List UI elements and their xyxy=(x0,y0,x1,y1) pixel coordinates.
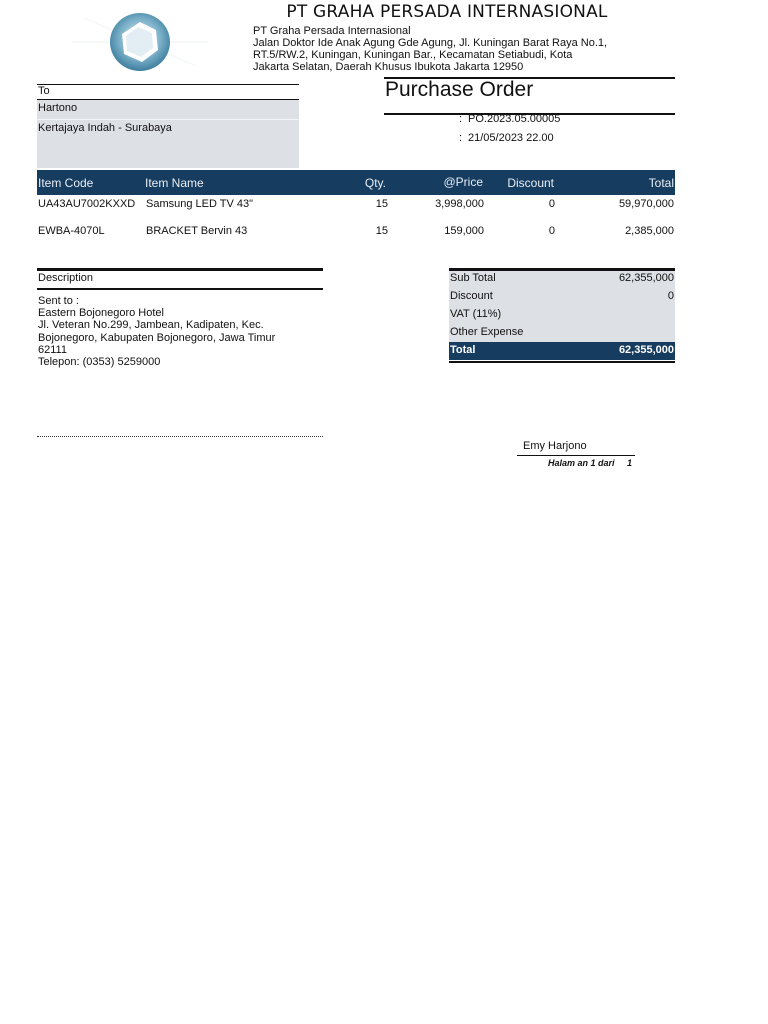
total-label: Total xyxy=(450,344,476,356)
description-line: Eastern Bojonegoro Hotel xyxy=(38,307,164,320)
column-header-name: Item Name xyxy=(145,176,204,190)
po-number-colon: : xyxy=(459,113,463,125)
item-code: EWBA-4070L xyxy=(38,225,105,237)
item-price: 3,998,000 xyxy=(435,198,484,210)
signature-line xyxy=(517,455,635,456)
to-label: To xyxy=(38,85,50,97)
recipient-name: Hartono xyxy=(38,102,78,114)
item-name: BRACKET Bervin 43 xyxy=(146,225,248,237)
column-header-qty: Qty. xyxy=(364,176,386,190)
address-line: PT Graha Persada Internasional xyxy=(253,25,411,37)
page-indicator: Halam an 1 dari xyxy=(548,458,615,468)
description-line: Jl. Veteran No.299, Jambean, Kadipaten, Kec. xyxy=(38,319,264,332)
description-footer-line xyxy=(37,436,323,437)
other-expense-label: Other Expense xyxy=(450,326,524,338)
item-qty: 15 xyxy=(375,225,388,237)
item-total: 2,385,000 xyxy=(625,225,674,237)
po-number: PO.2023.05.00005 xyxy=(468,113,561,125)
column-header-code: Item Code xyxy=(38,176,94,190)
description-line: Bojonegoro, Kabupaten Bojonegoro, Jawa Timur xyxy=(38,331,276,344)
subtotal-label: Sub Total xyxy=(450,272,496,284)
company-logo xyxy=(72,8,208,72)
address-line: Jakarta Selatan, Daerah Khusus Ibukota Jakarta 12950 xyxy=(253,61,524,73)
column-header-total: Total xyxy=(648,176,674,190)
po-date: 21/05/2023 22.00 xyxy=(468,132,554,144)
signer-name: Emy Harjono xyxy=(523,440,587,452)
document-title: Purchase Order xyxy=(385,78,534,101)
company-address xyxy=(253,25,607,73)
po-date-colon: : xyxy=(459,132,463,144)
item-discount: 0 xyxy=(548,225,555,237)
description-text xyxy=(38,295,308,368)
item-total: 59,970,000 xyxy=(618,198,674,210)
discount-label: Discount xyxy=(450,290,493,302)
page-total: 1 xyxy=(627,458,633,468)
divider xyxy=(37,268,323,271)
description-line: Sent to : xyxy=(38,295,79,307)
column-header-discount: Discount xyxy=(507,176,554,190)
divider xyxy=(37,119,299,120)
total-value: 62,355,000 xyxy=(618,344,674,356)
item-price: 159,000 xyxy=(444,225,484,237)
divider xyxy=(37,288,323,290)
description-line: Telepon: (0353) 5259000 xyxy=(38,356,161,369)
discount-value: 0 xyxy=(667,290,674,302)
address-line: Jalan Doktor Ide Anak Agung Gde Agung, Jl. Kuningan Barat Raya No.1, xyxy=(253,37,608,49)
column-header-price: @Price xyxy=(443,175,483,189)
description-label: Description xyxy=(38,272,94,284)
description-line: 62111 xyxy=(38,343,67,356)
item-name: Samsung LED TV 43" xyxy=(146,198,254,210)
item-qty: 15 xyxy=(375,198,388,210)
item-code: UA43AU7002KXXD xyxy=(38,198,136,210)
item-discount: 0 xyxy=(548,198,555,210)
address-line: RT.5/RW.2, Kuningan, Kuningan Bar., Kecamatan Setiabudi, Kota xyxy=(253,49,573,61)
divider xyxy=(37,84,299,85)
subtotal-value: 62,355,000 xyxy=(618,272,674,284)
divider xyxy=(449,268,675,271)
recipient-address: Kertajaya Indah - Surabaya xyxy=(38,122,172,134)
divider xyxy=(449,361,675,363)
company-title: PT GRAHA PERSADA INTERNASIONAL xyxy=(286,2,608,22)
vat-label: VAT (11%) xyxy=(450,308,502,320)
